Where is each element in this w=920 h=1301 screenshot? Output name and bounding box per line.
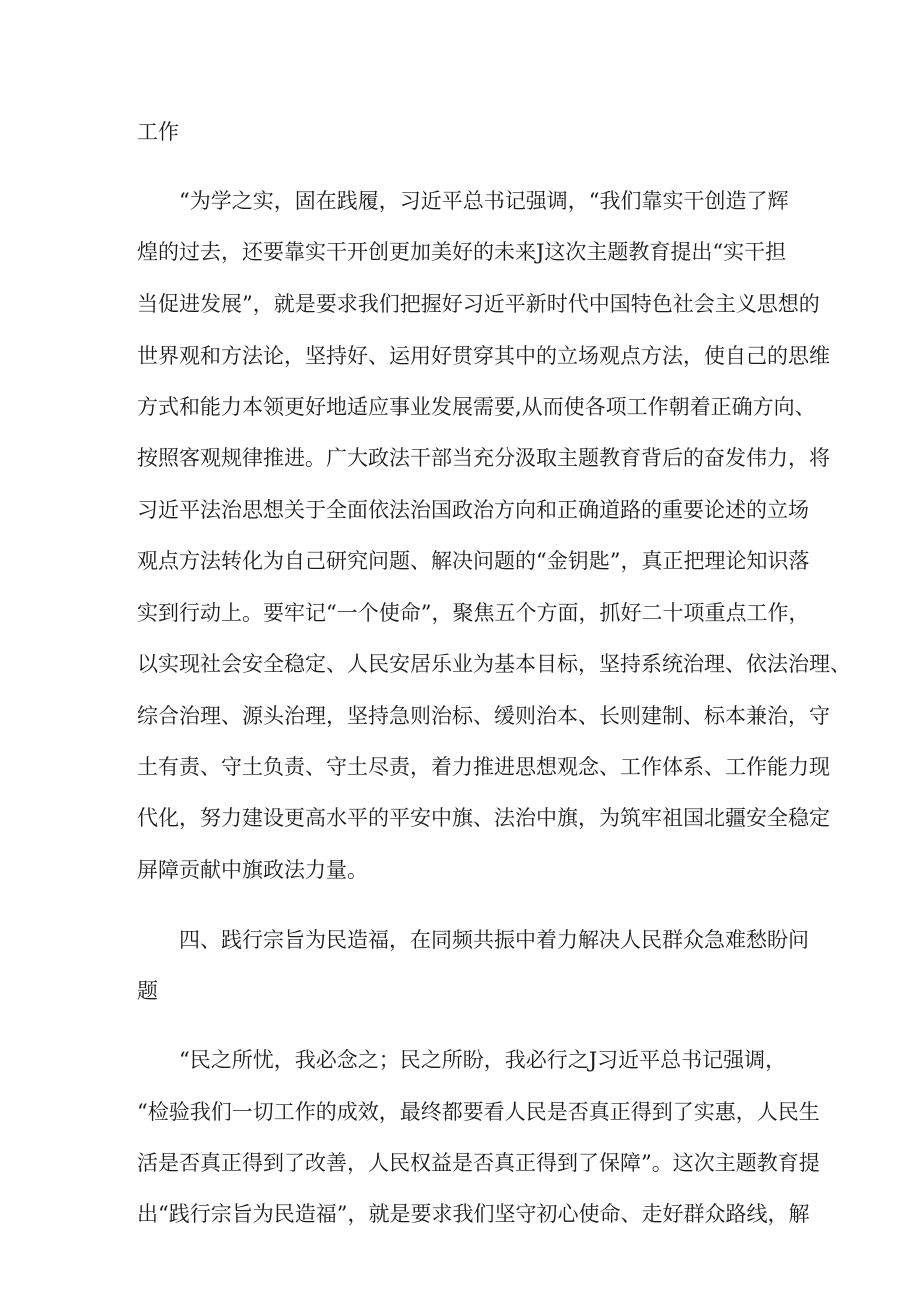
paragraph1-line-13: 代化，努力建设更高水平的平安中旗、法治中旗，为筑牢祖国北疆安全稳定 [137,806,830,830]
section-heading-line-2: 题 [137,979,158,1003]
paragraph1-line-12: 土有责、守土负责、守土尽责，着力推进思想观念、工作体系、工作能力现 [137,755,830,779]
paragraph1-line-9: 实到行动上。要牢记“一个使命”，聚焦五个方面，抓好二十项重点工作， [137,601,810,625]
paragraph1-line-14: 屏障贡献中旗政法力量。 [137,858,368,882]
paragraph1-line-3: 当促进发展”，就是要求我们把握好习近平新时代中国特色社会主义思想的 [137,292,820,316]
paragraph1-line-1: “为学之实，固在践履，习近平总书记强调，“我们靠实干创造了辉 [179,189,789,213]
paragraph1-line-10: 以实现社会安全稳定、人民安居乐业为基本目标，坚持系统治理、依法治理、 [137,652,851,676]
paragraph2-line-3: 活是否真正得到了改善，人民权益是否真正得到了保障”。这次主题教育提 [137,1151,820,1175]
paragraph1-line-8: 观点方法转化为自己研究问题、解决问题的“金钥匙”，真正把理论知识落 [137,549,810,573]
paragraph1-line-5: 方式和能力本领更好地适应事业发展需要,从而使各项工作朝着正确方向、 [137,395,816,419]
paragraph1-line-11: 综合治理、源头治理，坚持急则治标、缓则治本、长则建制、标本兼治，守 [137,704,830,728]
paragraph1-line-7: 习近平法治思想关于全面依法治国政治方向和正确道路的重要论述的立场 [137,498,809,522]
paragraph1-line-4: 世界观和方法论，坚持好、运用好贯穿其中的立场观点方法，使自己的思维 [137,344,830,368]
section-heading-line-1: 四、践行宗旨为民造福，在同频共振中着力解决人民群众急难愁盼问 [179,928,809,952]
paragraph2-line-1: “民之所忧，我必念之；民之所盼，我必行之J习近平总书记强调， [179,1048,787,1072]
paragraph1-line-2: 煌的过去，还要靠实干开创更加美好的未来J这次主题教育提出“实干担 [137,240,787,264]
paragraph2-line-4: 出“践行宗旨为民造福”，就是要求我们坚守初心使命、走好群众路线，解 [137,1202,810,1226]
paragraph2-line-2: “检验我们一切工作的成效，最终都要看人民是否真正得到了实惠，人民生 [137,1100,820,1124]
paragraph1-line-6: 按照客观规律推进。广大政法干部当充分汲取主题教育背后的奋发伟力，将 [137,446,830,470]
intro-line: 工作 [137,120,179,144]
